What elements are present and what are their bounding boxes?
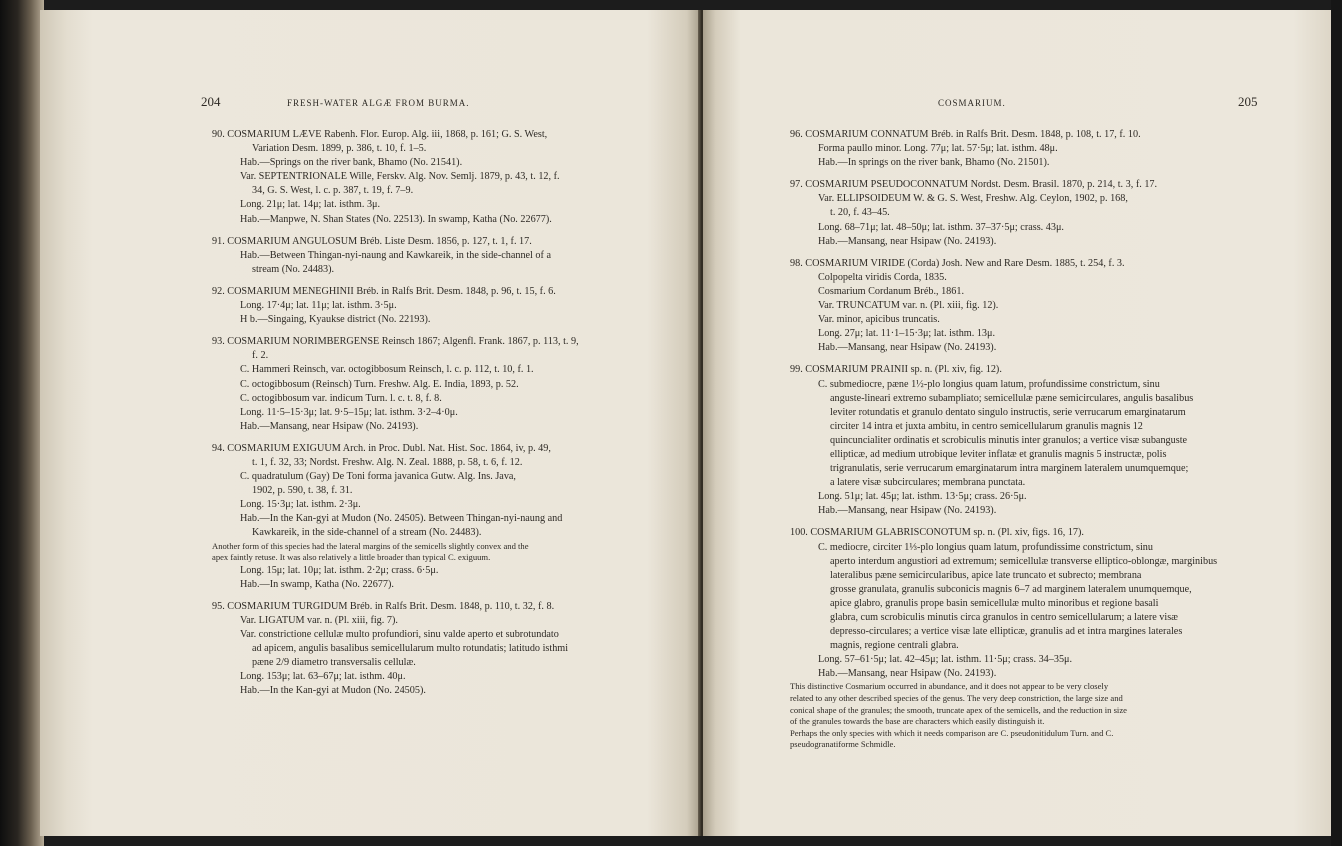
text-line: Long. 153μ; lat. 63–67μ; lat. isthm. 40μ. [240,671,406,683]
text-line: 1902, p. 590, t. 38, f. 31. [252,485,353,497]
left-text-column [212,128,662,699]
text-line: pæne 2/9 diametro transversalis cellulæ. [252,657,416,669]
text-line: C. Hammeri Reinsch, var. octogibbosum Reinsch, l. c. p. 112, t. 10, f. 1. [240,364,534,376]
text-line [790,355,1240,363]
text-line: Another form of this species had the lateral margins of the semicells slightly convex and the [212,540,529,551]
text-line: Var. minor, apicibus truncatis. [818,314,940,326]
text-line: 90. COSMARIUM LÆVE Rabenh. Flor. Europ. Alg. iii, 1868, p. 161; G. S. West, [212,129,548,140]
text-line: 98. COSMARIUM VIRIDE (Corda) Josh. New and Rare Desm. 1885, t. 254, f. 3. [790,257,1125,269]
text-line: C. mediocre, circiter 1⅓-plo longius quam latum, profundissime constrictum, sinu [818,541,1153,553]
right-text-column [790,128,1240,751]
text-line: Hab.—Mansang, near Hsipaw (No. 24193). [240,420,419,432]
text-line: Long. 27μ; lat. 11·1–15·3μ; lat. isthm. 13μ. [818,328,996,340]
text-line: Kawkareik, in the side-channel of a stream (No. 24483). [252,527,482,539]
text-line: C. octogibbosum (Reinsch) Turn. Freshw. Alg. E. India, 1893, p. 52. [240,378,519,390]
text-line: Long. 11·5–15·3μ; lat. 9·5–15μ; lat. isthm. 3·2–4·0μ. [240,406,458,418]
text-line: 91. COSMARIUM ANGULOSUM Bréb. Liste Desm. 1856, p. 127, t. 1, f. 17. [212,235,532,247]
text-line: Hab.—In swamp, Katha (No. 22677). [240,578,394,590]
text-line: 93. COSMARIUM NORIMBERGENSE Reinsch 1867; Algenfl. Frank. 1867, p. 113, t. 9, [212,336,579,348]
text-line: trigranulatis, serie verrucarum emarginatarum intra marginem lateralem unumquemque; [830,463,1189,475]
text-line [212,277,662,285]
text-line: t. 1, f. 32, 33; Nordst. Freshw. Alg. N. Zeal. 1888, p. 58, t. 6, f. 12. [252,456,523,468]
text-line: Hab.—In the Kan-gyi at Mudon (No. 24505). [240,685,426,697]
text-line: Variation Desm. 1899, p. 386, t. 10, f. 1–5. [252,143,427,155]
text-line: anguste-lineari extremo subampliato; semicellulæ pæne semicirculares, angulis basalibus [830,392,1194,404]
text-line: 95. COSMARIUM TURGIDUM Bréb. in Ralfs Brit. Desm. 1848, p. 110, t. 32, f. 8. [212,600,555,612]
text-line: Long. 15·3μ; lat. isthm. 2·3μ. [240,499,361,511]
text-line: C. submediocre, pæne 1½-plo longius quam latum, profundissime constrictum, sinu [818,378,1160,390]
text-line [790,518,1240,526]
text-line: glabra, cum scrobiculis minutis circa granulos in centro semicellularum; a latere visæ [830,612,1178,623]
text-line: t. 20, f. 43–45. [830,207,890,219]
text-line: H b.—Singaing, Kyaukse district (No. 22193). [240,314,431,326]
text-line: 97. COSMARIUM PSEUDOCONNATUM Nordst. Desm. Brasil. 1870, p. 214, t. 3, f. 17. [790,179,1158,191]
text-line: Colpopelta viridis Corda, 1835. [818,271,947,283]
text-line: Hab.—In springs on the river bank, Bhamo (No. 21501). [818,157,1050,169]
text-line: Long. 51μ; lat. 45μ; lat. isthm. 13·5μ; crass. 26·5μ. [818,491,1027,503]
left-running-header: FRESH-WATER ALGÆ FROM BURMA. [287,98,470,108]
text-line: This distinctive Cosmarium occurred in abundance, and it does not appear to be very closely [790,681,1109,692]
text-line: Perhaps the only species with which it needs comparison are C. pseudonitidulum Turn. and C. [790,727,1114,738]
left-page-number: 204 [201,94,221,109]
text-line: pseudogranatiforme Schmidle. [790,739,896,750]
text-line: C. quadratulum (Gay) De Toni forma javanica Gutw. Alg. Ins. Java, [240,471,516,483]
text-line: aperto interdum angustiori ad extremum; semicellulæ transverse elliptico-oblongæ, marginibus [830,555,1218,567]
text-line: 100. COSMARIUM GLABRISCONOTUM sp. n. (Pl. xiv, figs. 16, 17). [790,527,1084,539]
text-line [212,327,662,335]
text-line: Long. 68–71μ; lat. 48–50μ; lat. isthm. 37–37·5μ; crass. 43μ. [818,221,1064,233]
book-spine [0,0,44,846]
text-line: C. octogibbosum var. indicum Turn. l. c. t. 8, f. 8. [240,392,442,404]
text-line [790,249,1240,257]
text-line: Long. 17·4μ; lat. 11μ; lat. isthm. 3·5μ. [240,300,397,312]
page-edge [1331,0,1342,846]
text-line: Hab.—Manpwe, N. Shan States (No. 22513). In swamp, Katha (No. 22677). [240,213,552,225]
text-line: Var. TRUNCATUM var. n. (Pl. xiii, fig. 12). [818,300,999,312]
text-line [212,592,662,600]
text-line: of the granules towards the base are characters which easily distinguish it. [790,716,1045,727]
text-line: circiter 14 intra et juxta ambitu, in centro semicellularum granulis magnis 12 [830,420,1143,432]
text-line: Long. 57–61·5μ; lat. 42–45μ; lat. isthm. 11·5μ; crass. 34–35μ. [818,654,1073,666]
text-line: Var. ELLIPSOIDEUM W. & G. S. West, Freshw. Alg. Ceylon, 1902, p. 168, [818,193,1128,205]
text-line: 99. COSMARIUM PRAINII sp. n. (Pl. xiv, fig. 12). [790,364,1002,376]
text-line: 34, G. S. West, l. c. p. 387, t. 19, f. 7–9. [252,185,414,197]
text-line: stream (No. 24483). [252,263,335,275]
text-line: ellipticæ, ad medium utrobique leviter inflatæ et granulis magnis 5 instructæ, polis [830,448,1167,460]
text-line: apice glabro, granulis prope basin semicellulæ multo minoribus et regione basali [830,597,1159,609]
text-line: related to any other described species of the genus. The very deep constriction, the large size and [790,693,1123,704]
text-line: Hab.—Between Thingan-nyi-naung and Kawkareik, in the side-channel of a [240,249,551,261]
text-line: magnis, regione centrali glabra. [830,640,959,652]
text-line: lateralibus pæne semicircularibus, apice late truncato et subrecto; membrana [830,569,1142,581]
text-line: depresso-circulares; a vertice visæ late ellipticæ, granulis ad et intra margines laterales [830,626,1183,638]
text-line: Hab.—Mansang, near Hsipaw (No. 24193). [818,668,997,680]
text-line: Hab.—Mansang, near Hsipaw (No. 24193). [818,342,997,354]
text-line: apex faintly retuse. It was also relatively a little broader than typical C. exiguum. [212,552,491,563]
text-line: grosse granulata, granulis subconicis magnis 6–7 ad marginem lateralem unumquemque, [830,583,1192,595]
text-line: a latere visæ subcirculares; membrana punctata. [830,477,1026,489]
text-line [790,170,1240,178]
text-line: leviter rotundatis et granulo dentato singulo instructis, serie verrucarum emarginatarum [830,406,1186,418]
text-line: Hab.—Springs on the river bank, Bhamo (No. 21541). [240,157,463,169]
text-line: Long. 15μ; lat. 10μ; lat. isthm. 2·2μ; crass. 6·5μ. [240,564,439,576]
text-line: Forma paullo minor. Long. 77μ; lat. 57·5μ; lat. isthm. 48μ. [818,143,1058,155]
right-page-number: 205 [1238,94,1258,109]
text-line: Hab.—In the Kan-gyi at Mudon (No. 24505). Between Thingan-nyi-naung and [240,513,563,525]
text-line: f. 2. [252,350,269,362]
text-line: ad apicem, angulis basalibus semicellularum multo rotundatis; latitudo isthmi [252,643,569,655]
text-line [212,227,662,235]
text-line: quincuncialiter ordinatis et scrobiculis minutis inter granulos; a vertice visæ subanguste [830,434,1188,446]
right-running-header: COSMARIUM. [938,98,1006,108]
text-line: 96. COSMARIUM CONNATUM Bréb. in Ralfs Brit. Desm. 1848, p. 108, t. 17, f. 10. [790,129,1141,140]
text-line: Var. LIGATUM var. n. (Pl. xiii, fig. 7). [240,615,398,626]
text-line: 94. COSMARIUM EXIGUUM Arch. in Proc. Dubl. Nat. Hist. Soc. 1864, iv, p. 49, [212,442,551,454]
text-line [212,434,662,442]
text-line: Cosmarium Cordanum Bréb., 1861. [818,285,965,297]
text-line: Var. constrictione cellulæ multo profundiori, sinu valde aperto et subrotundato [240,629,559,641]
text-line: Long. 21μ; lat. 14μ; lat. isthm. 3μ. [240,199,381,211]
text-line: conical shape of the granules; the smooth, truncate apex of the semicells, and the reduction in size [790,704,1127,715]
text-line: 92. COSMARIUM MENEGHINII Bréb. in Ralfs Brit. Desm. 1848, p. 96, t. 15, f. 6. [212,285,556,297]
text-line: Var. SEPTENTRIONALE Wille, Ferskv. Alg. Nov. Semlj. 1879, p. 43, t. 12, f. [240,171,560,183]
text-line: Hab.—Mansang, near Hsipaw (No. 24193). [818,505,997,517]
text-line: Hab.—Mansang, near Hsipaw (No. 24193). [818,235,997,247]
